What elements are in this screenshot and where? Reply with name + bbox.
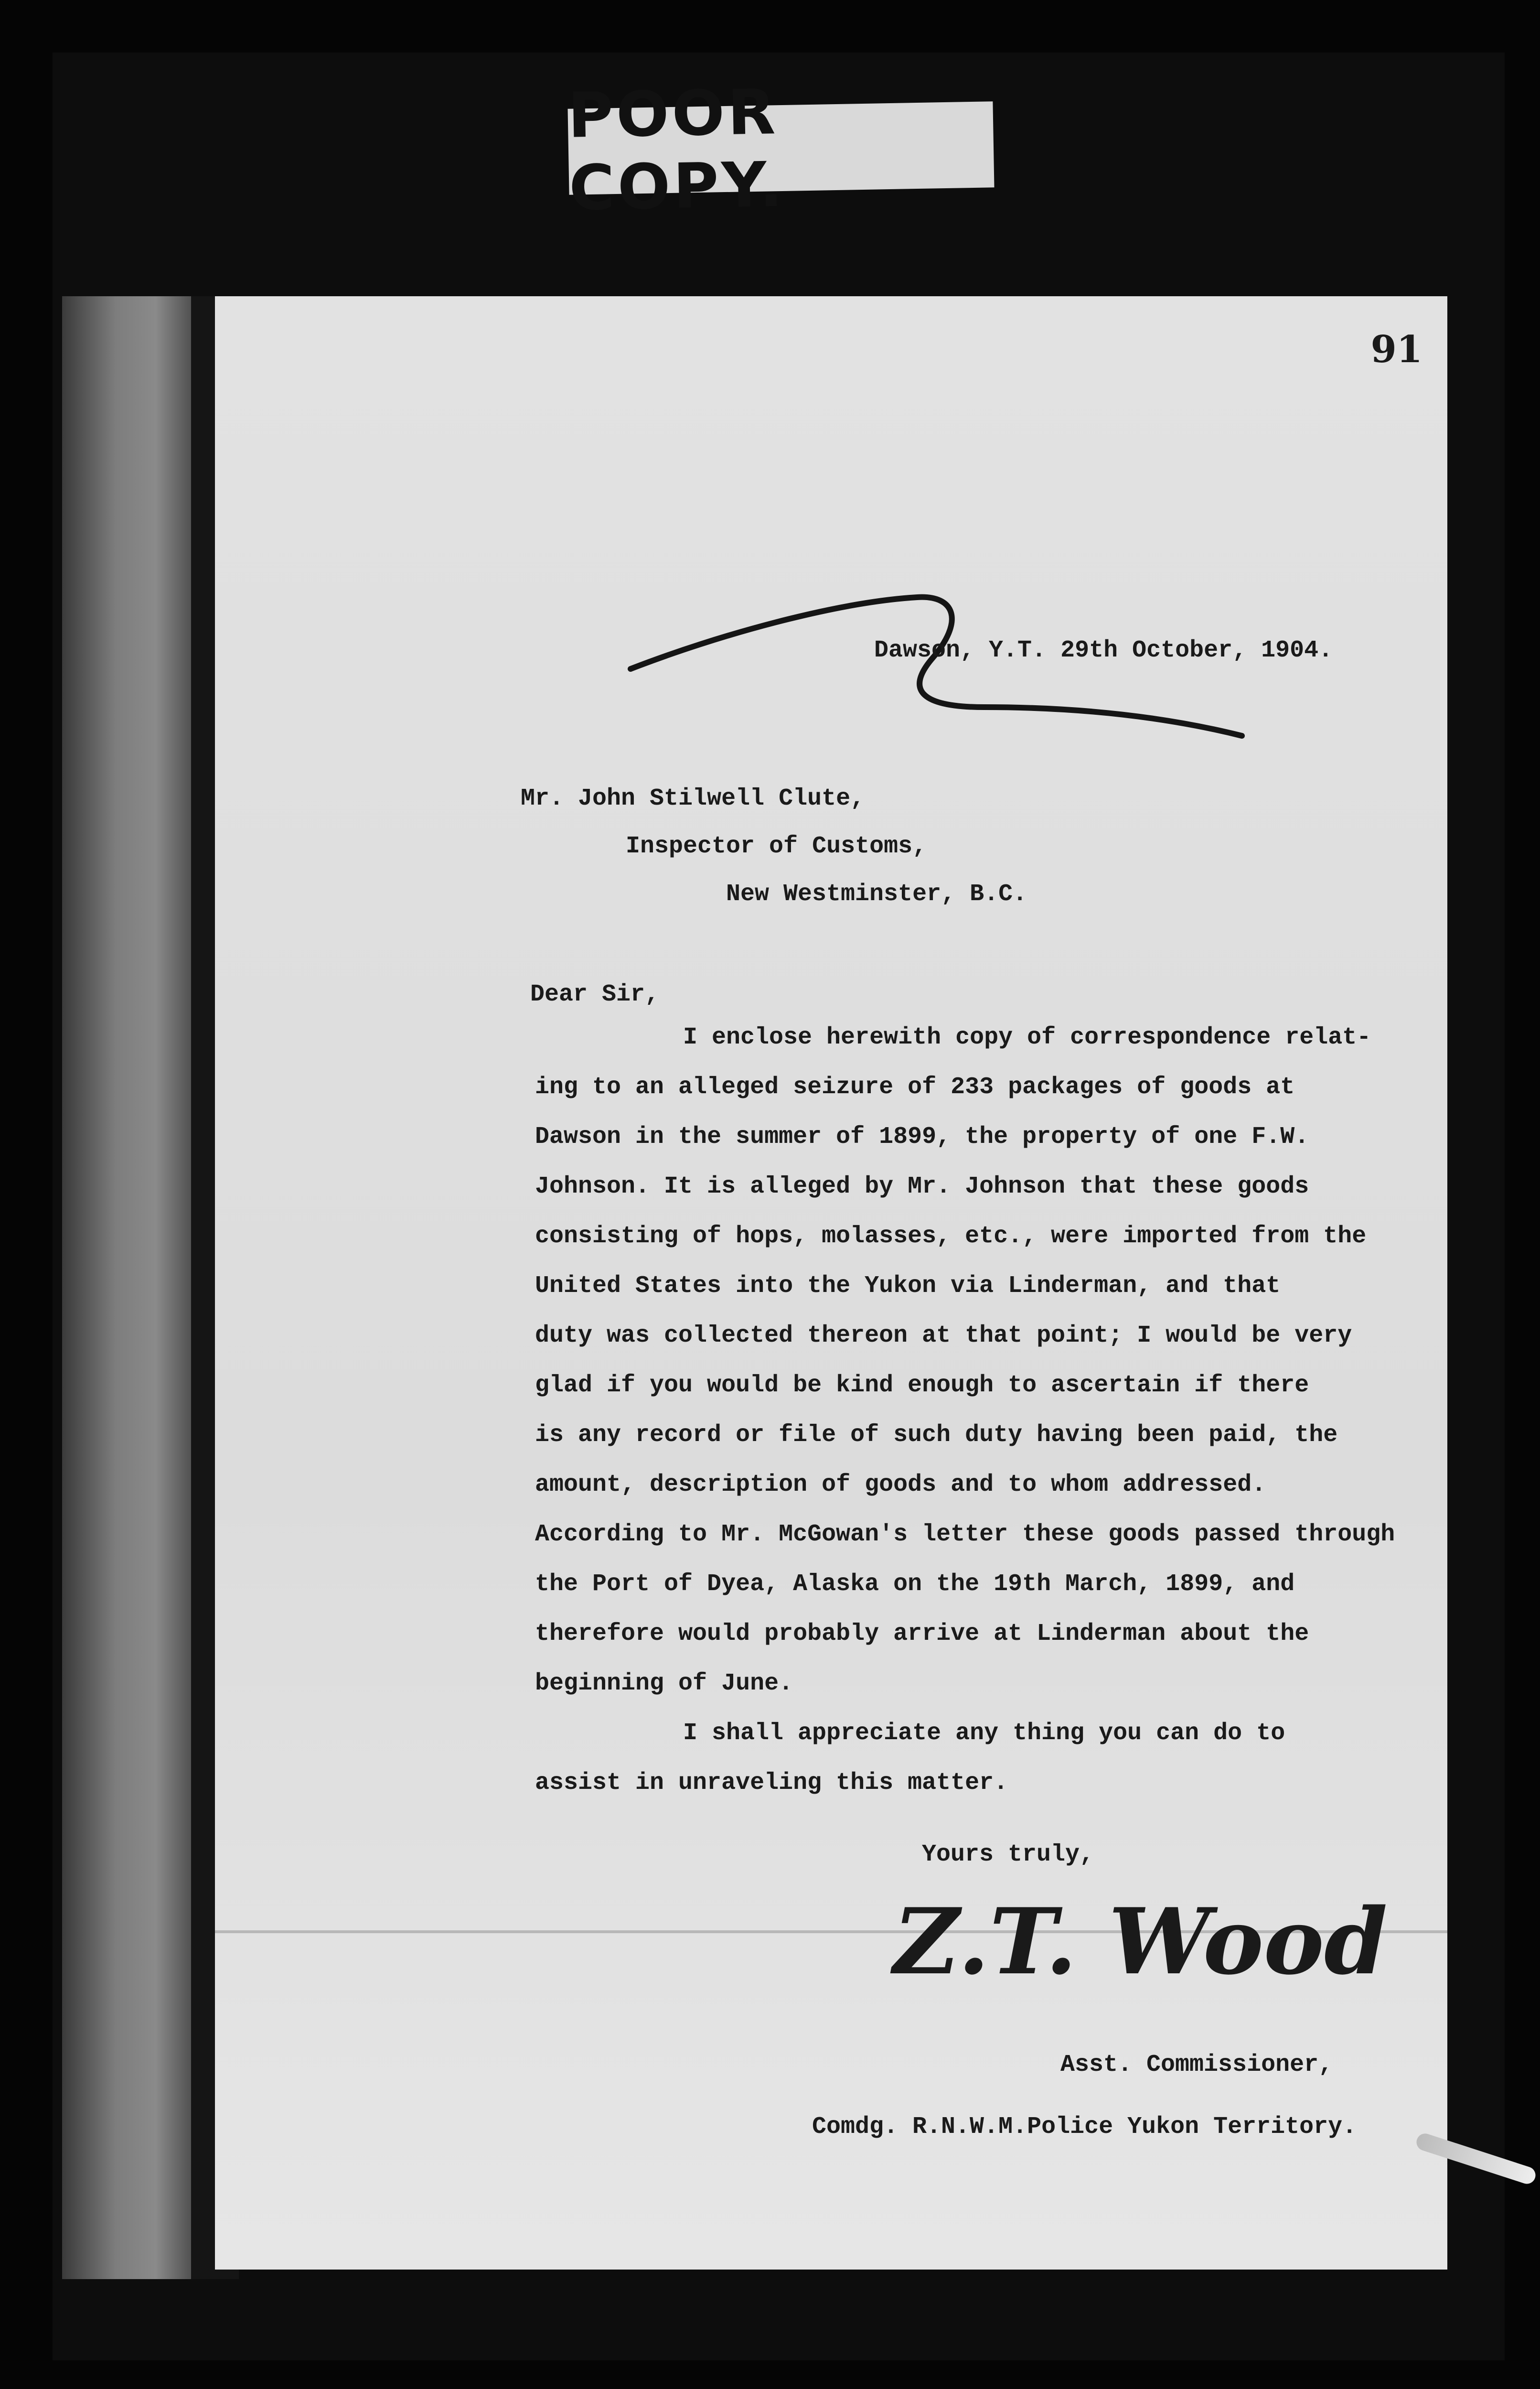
page-number: 91 xyxy=(1370,328,1422,371)
body-line: amount, description of goods and to whom addressed. xyxy=(535,1471,1266,1498)
recipient-name: Mr. John Stilwell Clute, xyxy=(521,785,865,812)
recipient-title: Inspector of Customs, xyxy=(626,833,927,860)
signatory-organization: Comdg. R.N.W.M.Police Yukon Territory. xyxy=(812,2113,1357,2141)
body-line: Dawson in the summer of 1899, the property of one F.W. xyxy=(535,1123,1309,1151)
letter-body xyxy=(535,1013,1419,1808)
body-line: therefore would probably arrive at Linderman about the xyxy=(535,1620,1309,1647)
body-line: beginning of June. xyxy=(535,1670,793,1697)
body-line: I enclose herewith copy of correspondence relat- xyxy=(683,1024,1371,1051)
svg-text:Z.T. Wood: Z.T. Wood xyxy=(893,1888,1388,1995)
body-line: duty was collected thereon at that point; I would be very xyxy=(535,1322,1352,1349)
poor-copy-label: POOR COPY. xyxy=(567,101,994,195)
body-line: According to Mr. McGowan's letter these goods passed through xyxy=(535,1521,1395,1548)
body-line: ing to an alleged seizure of 233 packages of goods at xyxy=(535,1074,1295,1101)
recipient-location: New Westminster, B.C. xyxy=(726,881,1027,908)
body-line: I shall appreciate any thing you can do to xyxy=(683,1720,1285,1747)
letter-closing: Yours truly, xyxy=(922,1841,1094,1868)
body-line: the Port of Dyea, Alaska on the 19th March, 1899, and xyxy=(535,1571,1295,1598)
letter-dateline: Dawson, Y.T. 29th October, 1904. xyxy=(874,637,1333,664)
salutation: Dear Sir, xyxy=(530,981,660,1008)
left-page-margin xyxy=(62,296,196,2279)
signatory-title: Asst. Commissioner, xyxy=(1060,2051,1333,2078)
body-line: glad if you would be kind enough to ascertain if there xyxy=(535,1372,1309,1399)
body-line: United States into the Yukon via Linderman, and that xyxy=(535,1272,1281,1300)
body-line: is any record or file of such duty having been paid, the xyxy=(535,1421,1338,1449)
body-line: assist in unraveling this matter. xyxy=(535,1769,1008,1797)
body-line: Johnson. It is alleged by Mr. Johnson that these goods xyxy=(535,1173,1309,1200)
signature-icon xyxy=(884,1878,1409,2021)
body-line: consisting of hops, molasses, etc., were imported from the xyxy=(535,1223,1367,1250)
letter-page xyxy=(215,296,1447,2270)
